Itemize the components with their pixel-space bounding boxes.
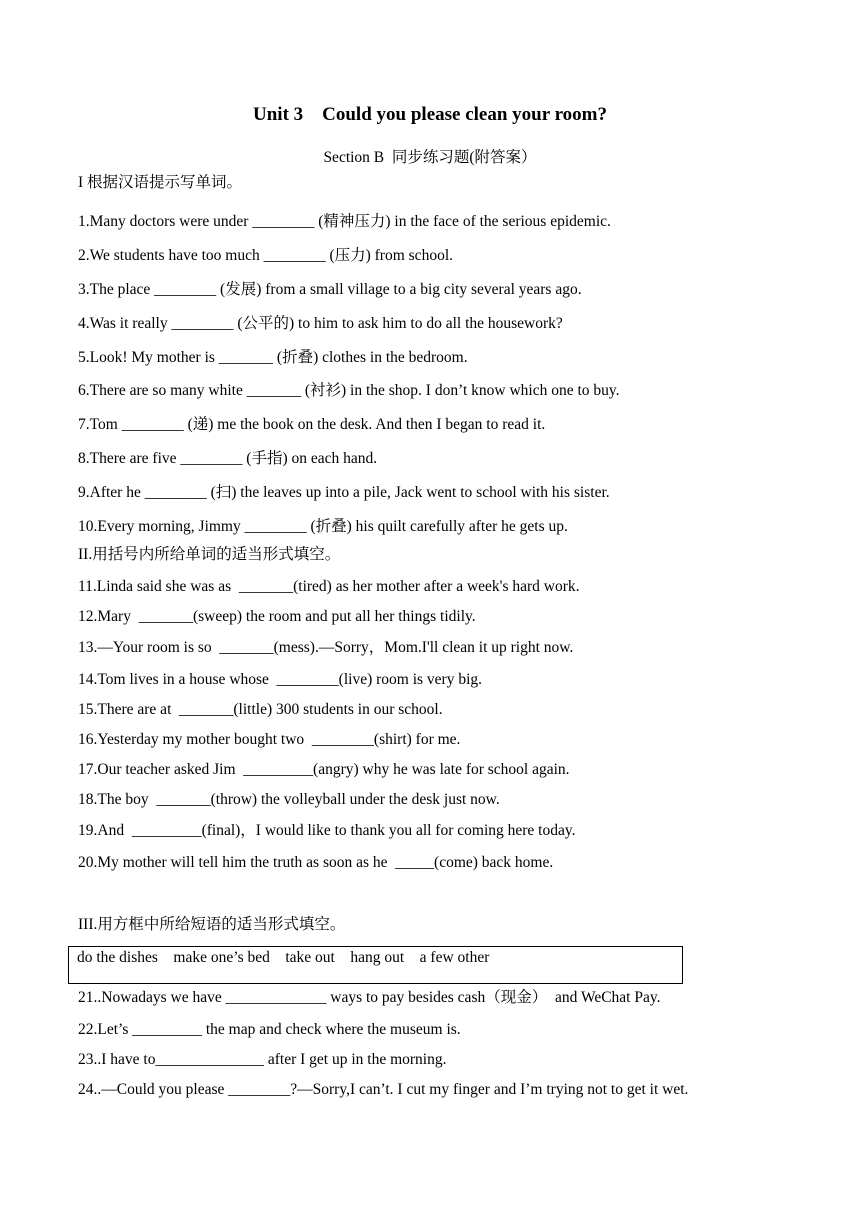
question-9: 9.After he ________ (扫) the leaves up into a pile, Jack went to school with his sister. [78, 484, 610, 501]
question-7: 7.Tom ________ (递) me the book on the desk. And then I began to read it. [78, 416, 546, 433]
section-1-heading: I 根据汉语提示写单词。 [78, 174, 243, 191]
question-17: 17.Our teacher asked Jim _________(angry) why he was late for school again. [78, 761, 570, 778]
question-21: 21..Nowadays we have _____________ ways to pay besides cash（现金） and WeChat Pay. [78, 989, 661, 1006]
question-14: 14.Tom lives in a house whose ________(live) room is very big. [78, 671, 483, 688]
question-13: 13.—Your room is so _______(mess).—Sorry，Mom.I'll clean it up right now. [78, 639, 574, 656]
section-2-heading: II.用括号内所给单词的适当形式填空。 [78, 546, 341, 563]
phrase-box-text: do the dishes make one’s bed take out hang out a few other [77, 949, 490, 966]
worksheet-subtitle: Section B 同步练习题(附答案） [323, 149, 537, 166]
worksheet-title: Unit 3 Could you please clean your room? [253, 104, 607, 125]
question-2: 2.We students have too much ________ (压力) from school. [78, 247, 453, 264]
question-18: 18.The boy _______(throw) the volleyball under the desk just now. [78, 791, 500, 808]
question-24: 24..—Could you please ________?—Sorry,I can’t. I cut my finger and I’m trying not to get it wet. [78, 1081, 689, 1098]
question-22: 22.Let’s _________ the map and check where the museum is. [78, 1021, 461, 1038]
question-15: 15.There are at _______(little) 300 students in our school. [78, 701, 443, 718]
question-10: 10.Every morning, Jimmy ________ (折叠) his quilt carefully after he gets up. [78, 518, 568, 535]
phrase-box [68, 946, 683, 984]
question-19: 19.And _________(final)，I would like to thank you all for coming here today. [78, 822, 576, 839]
question-1: 1.Many doctors were under ________ (精神压力) in the face of the serious epidemic. [78, 213, 611, 230]
question-8: 8.There are five ________ (手指) on each hand. [78, 450, 378, 467]
question-4: 4.Was it really ________ (公平的) to him to ask him to do all the housework? [78, 315, 563, 332]
question-12: 12.Mary _______(sweep) the room and put all her things tidily. [78, 608, 476, 625]
question-5: 5.Look! My mother is _______ (折叠) clothes in the bedroom. [78, 349, 468, 366]
question-3: 3.The place ________ (发展) from a small village to a big city several years ago. [78, 281, 582, 298]
question-6: 6.There are so many white _______ (衬衫) in the shop. I don’t know which one to buy. [78, 382, 620, 399]
section-3-heading: III.用方框中所给短语的适当形式填空。 [78, 916, 346, 933]
question-20: 20.My mother will tell him the truth as soon as he _____(come) back home. [78, 854, 554, 871]
question-11: 11.Linda said she was as _______(tired) as her mother after a week's hard work. [78, 578, 580, 595]
question-23: 23..I have to______________ after I get up in the morning. [78, 1051, 447, 1068]
question-16: 16.Yesterday my mother bought two ________(shirt) for me. [78, 731, 461, 748]
